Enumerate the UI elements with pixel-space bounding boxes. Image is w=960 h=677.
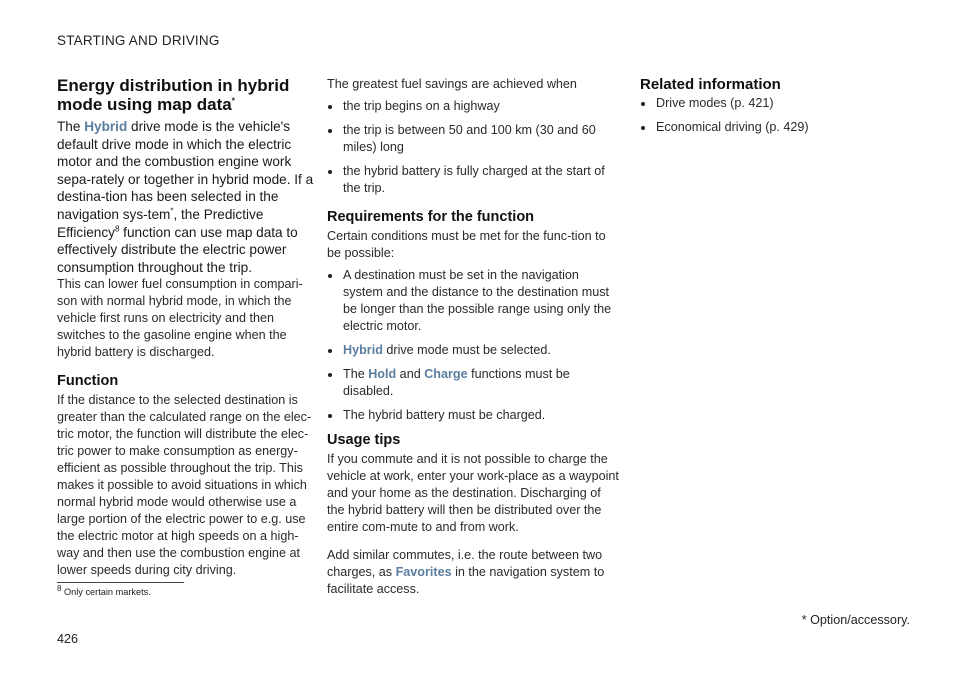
list-item [327,366,619,400]
list-item-text: and [396,367,425,381]
tips-text-2: in the navigation system to facilitate access. [327,565,605,596]
column-middle [327,76,619,598]
list-item [327,342,619,359]
list-item: A destination must be set in the navigation system and the distance to the destination must be longer than the possible range using only the electric motor. [327,267,619,335]
footnote-text: Only certain markets. [61,587,151,597]
list-item: the hybrid battery is fully charged at the start of the trip. [327,163,619,197]
intro-text-4: function can use map data to effectively distribute the electric power consumption throughout the trip. [57,224,298,275]
keyword-charge: Charge [424,367,468,381]
list-item-text: The [343,367,369,381]
body-paragraph: This can lower fuel consumption in compari-son with normal hybrid mode, in which the vehicle first runs on electricity and then switches to the gasoline engine when the hybrid battery is discharged. [57,277,303,360]
savings-intro: The greatest fuel savings are achieved when [327,77,577,91]
intro-text-2: drive mode is the vehicle's default drive mode in which the electric motor and the combustion engine work sepa-rately or together in hybrid mode. If a destina-tion has been selected in the navigation sys-tem [57,119,314,222]
intro-paragraph [57,118,319,276]
footnote-divider [57,582,184,583]
keyword-hybrid: Hybrid [343,343,383,357]
list-item: the trip is between 50 and 100 km (30 and 60 miles) long [327,122,619,156]
related-links-list [640,95,910,136]
section-header: STARTING AND DRIVING [57,33,220,48]
related-link-economical-driving[interactable]: Economical driving (p. 429) [640,119,910,136]
column-right [640,76,910,143]
tips-paragraph-2 [327,547,619,598]
tips-paragraph: If you commute and it is not possible to charge the vehicle at work, enter your work-place as a waypoint and your home as the destination. Discharging of the hybrid battery will then be distributed over the entire com-mute to and from work. [327,452,619,534]
option-accessory-note: * Option/accessory. [801,613,910,627]
savings-list [327,98,619,197]
intro-text-1: The [57,119,85,134]
column-left [57,76,319,579]
function-paragraph: If the distance to the selected destination is greater than the calculated range on the elec-tric motor, the function will distribute the elec-tric power to make consumption as energy-efficient as possible throughout the trip. This makes it possible to avoid situations in which normal hybrid mode would otherwise use a large portion of the electric power to e.g. use the electric motor at high speeds on a high-way and then use the combustion engine at lower speeds during city driving. [57,393,312,578]
footnote [57,583,151,597]
article-title [57,76,319,114]
footnote-ref[interactable]: 8 [114,224,120,234]
list-item: The hybrid battery must be charged. [327,407,619,424]
footnote-number: 8 [57,583,62,593]
keyword-hybrid: Hybrid [84,119,128,134]
title-text: Energy distribution in hybrid mode using map data [57,76,290,114]
keyword-hold: Hold [368,367,397,381]
heading-related-information: Related information [640,76,781,93]
list-item-text: functions must be disabled. [343,367,570,398]
option-asterisk: * [231,96,235,106]
related-link-drive-modes[interactable]: Drive modes (p. 421) [640,95,910,112]
list-item-text: drive mode must be selected. [382,343,551,357]
heading-requirements: Requirements for the function [327,209,535,225]
option-asterisk: * [170,206,174,216]
keyword-favorites: Favorites [395,565,452,579]
requirements-list [327,267,619,424]
intro-text-3: , the Predictive Efficiency [57,206,264,240]
list-item: the trip begins on a highway [327,98,619,115]
requirements-intro: Certain conditions must be met for the func-tion to be possible: [327,229,606,260]
tips-text-1: Add similar commutes, i.e. the route between two charges, as [327,548,603,579]
heading-function: Function [57,373,119,390]
heading-usage-tips: Usage tips [327,432,401,448]
page-number: 426 [57,632,79,646]
